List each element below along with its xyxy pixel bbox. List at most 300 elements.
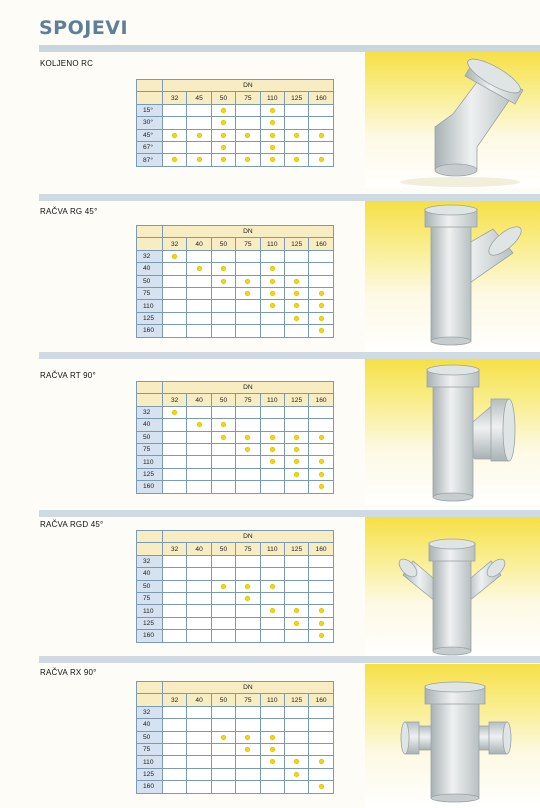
table-row [137, 555, 334, 567]
table-cell [284, 431, 308, 443]
column-header: 110 [260, 92, 284, 104]
table-cell [260, 719, 284, 731]
table-cell [309, 300, 333, 312]
table-cell [211, 481, 235, 493]
table-row [137, 706, 334, 718]
y-branch-45-image [365, 201, 540, 352]
table-cell [163, 592, 187, 604]
table-cell [163, 287, 187, 299]
table-cell [284, 129, 308, 141]
table-cell [260, 250, 284, 262]
table-row [137, 325, 334, 337]
table-cell [260, 743, 284, 755]
table-row [137, 406, 334, 418]
table-cell [163, 129, 187, 141]
table-row [137, 275, 334, 287]
table-cell [309, 104, 333, 116]
availability-dot-icon [270, 459, 275, 464]
availability-dot-icon [197, 157, 202, 162]
table-cell [163, 743, 187, 755]
table-row [137, 592, 334, 604]
row-header: 45° [137, 129, 163, 141]
table-cell [187, 275, 211, 287]
availability-dot-icon [270, 447, 275, 452]
table-cell [284, 406, 308, 418]
table-cell [211, 312, 235, 324]
availability-dot-icon [221, 266, 226, 271]
column-header: 160 [309, 92, 333, 104]
table-cell [187, 568, 211, 580]
table-cell [211, 743, 235, 755]
availability-dot-icon [221, 120, 226, 125]
table-cell [309, 781, 333, 793]
table-cell [211, 117, 235, 129]
table-cell [260, 300, 284, 312]
availability-dot-icon [270, 108, 275, 113]
table-cell [187, 263, 211, 275]
table-cell [236, 731, 260, 743]
column-header: 75 [236, 238, 260, 250]
availability-dot-icon [294, 621, 299, 626]
availability-dot-icon [294, 133, 299, 138]
table-row [137, 456, 334, 468]
table-cell [284, 555, 308, 567]
table-corner [137, 394, 163, 406]
table-cell [284, 731, 308, 743]
row-header: 32 [137, 706, 163, 718]
column-header: 40 [187, 543, 211, 555]
section-divider [39, 510, 540, 517]
availability-dot-icon [245, 735, 250, 740]
row-header: 50 [137, 275, 163, 287]
table-cell [236, 141, 260, 153]
table-cell [236, 104, 260, 116]
availability-dot-icon [270, 133, 275, 138]
page-title: SPOJEVI [39, 17, 129, 39]
table-cell [309, 555, 333, 567]
column-header: 125 [284, 238, 308, 250]
column-header: 32 [163, 238, 187, 250]
table-cell [260, 263, 284, 275]
table-cell [284, 443, 308, 455]
table-row [137, 419, 334, 431]
availability-dot-icon [294, 435, 299, 440]
row-header: 110 [137, 456, 163, 468]
availability-dot-icon [319, 484, 324, 489]
table-cell [260, 129, 284, 141]
row-header: 75 [137, 287, 163, 299]
dn-table [136, 530, 334, 643]
table-row [137, 431, 334, 443]
table-cell [284, 456, 308, 468]
table-cell [309, 287, 333, 299]
table-cell [211, 756, 235, 768]
table-row [137, 443, 334, 455]
title-divider [39, 45, 540, 52]
table-cell [163, 275, 187, 287]
column-header: 110 [260, 543, 284, 555]
cross-90-icon [365, 664, 540, 808]
table-cell [260, 706, 284, 718]
section-label: RAČVA RG 45° [40, 207, 98, 216]
row-header: 125 [137, 312, 163, 324]
dn-table [136, 681, 334, 794]
row-header: 32 [137, 250, 163, 262]
table-row [137, 756, 334, 768]
column-header: 110 [260, 238, 284, 250]
table-corner [137, 543, 163, 555]
table-cell [163, 768, 187, 780]
table-cell [260, 781, 284, 793]
table-cell [187, 731, 211, 743]
table-cell [187, 141, 211, 153]
table-cell [236, 325, 260, 337]
elbow-fitting-icon [365, 52, 540, 188]
table-cell [236, 592, 260, 604]
table-cell [187, 154, 211, 166]
section-label: RAČVA RT 90° [40, 371, 96, 380]
row-header: 40 [137, 568, 163, 580]
table-corner [137, 238, 163, 250]
table-cell [260, 312, 284, 324]
table-row [137, 104, 334, 116]
availability-dot-icon [294, 772, 299, 777]
table-cell [211, 555, 235, 567]
table-row [137, 312, 334, 324]
availability-dot-icon [319, 291, 324, 296]
table-cell [284, 468, 308, 480]
table-cell [163, 300, 187, 312]
dn-header: DN [163, 531, 334, 543]
table-cell [260, 630, 284, 642]
row-header: 87° [137, 154, 163, 166]
section-divider [39, 656, 540, 663]
availability-dot-icon [270, 279, 275, 284]
row-header: 160 [137, 481, 163, 493]
table-cell [163, 312, 187, 324]
availability-dot-icon [270, 747, 275, 752]
dn-table [136, 381, 334, 494]
table-cell [163, 141, 187, 153]
table-cell [211, 580, 235, 592]
table-cell [163, 325, 187, 337]
availability-dot-icon [221, 157, 226, 162]
table-corner [137, 92, 163, 104]
availability-dot-icon [294, 291, 299, 296]
table-cell [187, 431, 211, 443]
table-cell [211, 568, 235, 580]
table-cell [284, 263, 308, 275]
section-koljeno-rc [0, 52, 540, 194]
column-header: 45 [187, 92, 211, 104]
table-cell [187, 580, 211, 592]
availability-dot-icon [221, 108, 226, 113]
table-cell [284, 154, 308, 166]
table-cell [284, 768, 308, 780]
table-cell [187, 419, 211, 431]
row-header: 75 [137, 443, 163, 455]
column-header: 125 [284, 92, 308, 104]
column-header: 125 [284, 394, 308, 406]
table-cell [284, 104, 308, 116]
row-header: 50 [137, 431, 163, 443]
availability-dot-icon [172, 157, 177, 162]
dn-header: DN [163, 682, 334, 694]
table-cell [284, 419, 308, 431]
column-header: 75 [236, 694, 260, 706]
table-cell [187, 706, 211, 718]
row-header: 125 [137, 768, 163, 780]
table-corner [137, 80, 163, 92]
table-cell [260, 154, 284, 166]
availability-dot-icon [319, 621, 324, 626]
table-cell [163, 617, 187, 629]
row-header: 160 [137, 630, 163, 642]
table-cell [284, 781, 308, 793]
table-cell [163, 580, 187, 592]
table-cell [163, 630, 187, 642]
table-cell [236, 117, 260, 129]
table-cell [187, 287, 211, 299]
availability-dot-icon [245, 279, 250, 284]
table-row [137, 263, 334, 275]
dn-header: DN [163, 382, 334, 394]
availability-dot-icon [294, 759, 299, 764]
table-cell [236, 456, 260, 468]
table-cell [236, 781, 260, 793]
section-racva-rg-45 [0, 194, 540, 352]
table-cell [236, 263, 260, 275]
table-cell [260, 481, 284, 493]
table-cell [187, 743, 211, 755]
availability-dot-icon [270, 435, 275, 440]
table-cell [309, 141, 333, 153]
availability-dot-icon [319, 784, 324, 789]
table-cell [309, 568, 333, 580]
column-header: 32 [163, 694, 187, 706]
table-cell [309, 406, 333, 418]
table-cell [284, 743, 308, 755]
table-cell [211, 300, 235, 312]
table-cell [187, 312, 211, 324]
table-cell [211, 592, 235, 604]
table-cell [163, 104, 187, 116]
table-cell [211, 154, 235, 166]
table-cell [309, 468, 333, 480]
availability-dot-icon [294, 316, 299, 321]
row-header: 40 [137, 263, 163, 275]
table-cell [236, 154, 260, 166]
availability-dot-icon [221, 422, 226, 427]
table-cell [163, 481, 187, 493]
table-cell [260, 731, 284, 743]
row-header: 50 [137, 731, 163, 743]
table-cell [211, 263, 235, 275]
table-cell [284, 592, 308, 604]
table-cell [163, 756, 187, 768]
table-cell [187, 443, 211, 455]
table-cell [236, 250, 260, 262]
availability-dot-icon [270, 291, 275, 296]
table-cell [309, 592, 333, 604]
dn-table [136, 79, 334, 167]
table-cell [309, 154, 333, 166]
table-cell [236, 129, 260, 141]
table-cell [187, 555, 211, 567]
row-header: 75 [137, 592, 163, 604]
table-cell [284, 325, 308, 337]
availability-dot-icon [319, 157, 324, 162]
dn-header: DN [163, 80, 334, 92]
table-cell [284, 568, 308, 580]
table-cell [163, 719, 187, 731]
availability-dot-icon [319, 633, 324, 638]
table-cell [309, 580, 333, 592]
table-row [137, 568, 334, 580]
availability-dot-icon [172, 410, 177, 415]
table-cell [211, 129, 235, 141]
table-cell [187, 481, 211, 493]
column-header: 160 [309, 543, 333, 555]
table-cell [163, 443, 187, 455]
table-cell [236, 468, 260, 480]
table-cell [284, 756, 308, 768]
table-cell [284, 250, 308, 262]
table-cell [260, 443, 284, 455]
table-row [137, 117, 334, 129]
availability-dot-icon [245, 133, 250, 138]
table-cell [187, 104, 211, 116]
table-cell [309, 719, 333, 731]
table-cell [211, 719, 235, 731]
table-cell [284, 719, 308, 731]
table-cell [211, 706, 235, 718]
column-header: 32 [163, 394, 187, 406]
availability-dot-icon [294, 279, 299, 284]
table-cell [211, 468, 235, 480]
table-row [137, 300, 334, 312]
table-row [137, 617, 334, 629]
table-cell [163, 250, 187, 262]
section-label: RAČVA RGD 45° [40, 520, 104, 529]
column-header: 50 [211, 694, 235, 706]
table-cell [309, 481, 333, 493]
table-row [137, 250, 334, 262]
table-row [137, 468, 334, 480]
table-cell [309, 431, 333, 443]
section-racva-rgd-45 [0, 510, 540, 656]
column-header: 50 [211, 238, 235, 250]
table-row [137, 743, 334, 755]
table-cell [236, 768, 260, 780]
row-header: 32 [137, 555, 163, 567]
table-cell [187, 617, 211, 629]
table-row [137, 141, 334, 153]
table-cell [211, 605, 235, 617]
section-racva-rx-90 [0, 656, 540, 808]
table-cell [236, 300, 260, 312]
table-corner [137, 531, 163, 543]
table-cell [236, 312, 260, 324]
cross-90-image [365, 664, 540, 808]
table-cell [309, 325, 333, 337]
table-row [137, 605, 334, 617]
availability-dot-icon [270, 735, 275, 740]
row-header: 15° [137, 104, 163, 116]
table-cell [309, 263, 333, 275]
table-cell [187, 406, 211, 418]
table-cell [236, 706, 260, 718]
table-row [137, 287, 334, 299]
section-label: RAČVA RX 90° [40, 668, 97, 677]
table-cell [187, 117, 211, 129]
table-cell [309, 630, 333, 642]
table-cell [284, 706, 308, 718]
availability-dot-icon [245, 747, 250, 752]
availability-dot-icon [294, 303, 299, 308]
table-cell [260, 275, 284, 287]
section-divider [39, 194, 540, 201]
availability-dot-icon [294, 447, 299, 452]
table-cell [309, 250, 333, 262]
table-cell [260, 325, 284, 337]
table-cell [236, 431, 260, 443]
table-cell [260, 568, 284, 580]
table-row [137, 481, 334, 493]
table-cell [236, 406, 260, 418]
row-header: 160 [137, 325, 163, 337]
dn-header: DN [163, 226, 334, 238]
row-header: 125 [137, 617, 163, 629]
elbow-fitting-image [365, 52, 540, 188]
table-row [137, 731, 334, 743]
availability-dot-icon [294, 157, 299, 162]
double-y-45-icon [365, 517, 540, 656]
table-cell [211, 275, 235, 287]
availability-dot-icon [270, 266, 275, 271]
table-cell [163, 419, 187, 431]
section-racva-rt-90 [0, 352, 540, 510]
table-cell [187, 719, 211, 731]
availability-dot-icon [270, 157, 275, 162]
availability-dot-icon [221, 584, 226, 589]
availability-dot-icon [270, 303, 275, 308]
table-cell [260, 605, 284, 617]
table-row [137, 768, 334, 780]
table-cell [284, 580, 308, 592]
table-cell [163, 706, 187, 718]
column-header: 75 [236, 92, 260, 104]
availability-dot-icon [319, 472, 324, 477]
table-cell [309, 275, 333, 287]
availability-dot-icon [270, 608, 275, 613]
table-cell [163, 605, 187, 617]
table-cell [211, 419, 235, 431]
table-cell [309, 731, 333, 743]
table-cell [211, 141, 235, 153]
column-header: 125 [284, 694, 308, 706]
tee-90-icon [365, 359, 540, 505]
table-cell [309, 617, 333, 629]
table-cell [284, 275, 308, 287]
table-cell [236, 419, 260, 431]
table-cell [284, 605, 308, 617]
table-cell [236, 743, 260, 755]
availability-dot-icon [172, 133, 177, 138]
table-cell [211, 406, 235, 418]
row-header: 50 [137, 580, 163, 592]
table-cell [284, 141, 308, 153]
